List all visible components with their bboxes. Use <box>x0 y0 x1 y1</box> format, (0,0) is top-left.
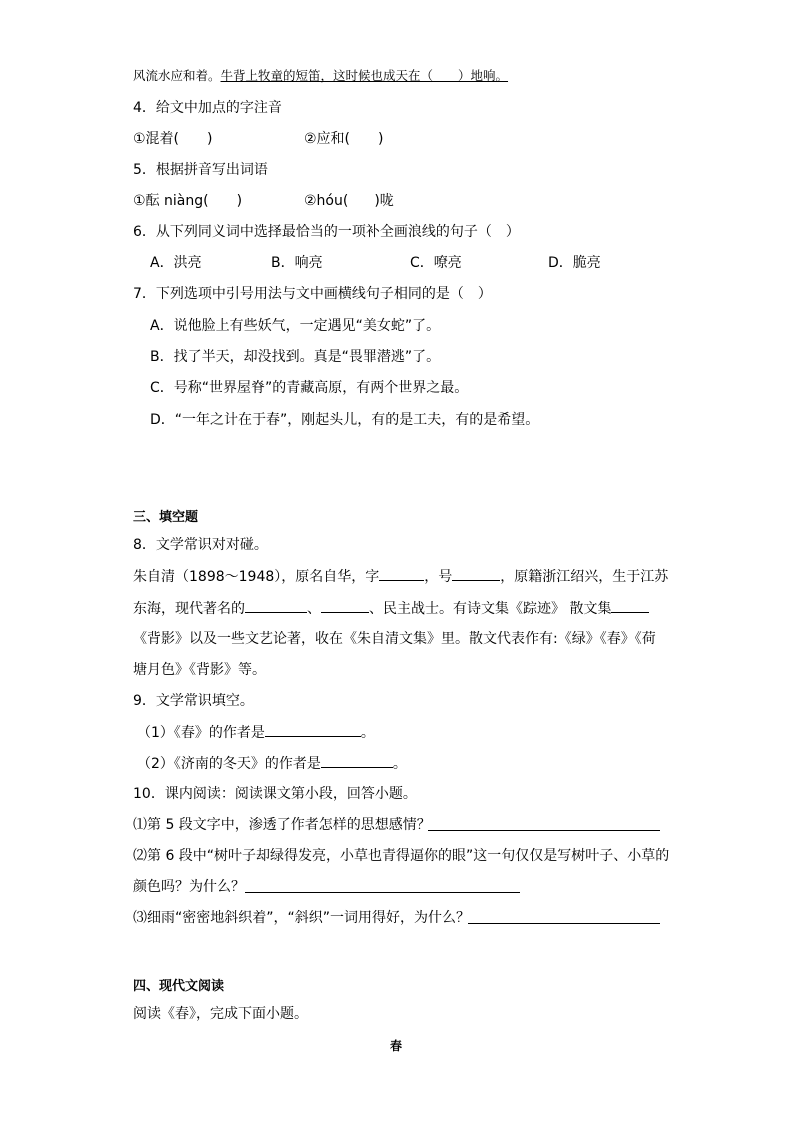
q8-blank-prose-collection[interactable] <box>611 598 649 613</box>
q5-option-2-close: )咙 <box>374 193 394 209</box>
q9-stem: 9．文学常识填空。 <box>133 693 254 709</box>
q6-option-d[interactable]: D．脆亮 <box>548 255 601 271</box>
passage-lead: 风流水应和着。 <box>133 68 221 83</box>
q10-sub-2-line-2: 颜色吗？为什么？ <box>133 879 245 895</box>
q8-blank-identity-2[interactable] <box>321 598 369 613</box>
section-4-title: 四、现代文阅读 <box>133 979 225 994</box>
q10-sub-2-line-1: ⑵第 6 段中“树叶子却绿得发亮，小草也青得逼你的眼”这一句仅仅是写树叶子、小草的 <box>133 848 670 864</box>
q8-line-2-text-b: 、 <box>307 601 321 617</box>
q8-line-1-text-a: 朱自清（1898～1948），原名自华，字 <box>133 569 380 585</box>
q8-line-1-text-c: ，原籍浙江绍兴，生于江苏 <box>500 569 669 585</box>
q10-sub-2-answer-line[interactable] <box>245 892 520 893</box>
q10-sub-1-answer-line[interactable] <box>428 830 660 831</box>
q8-blank-identity-1[interactable] <box>245 598 307 613</box>
q5-option-2 <box>304 191 394 211</box>
q6-stem: 6．从下列同义词中选择最恰当的一项补全画浪线的句子（ ） <box>133 224 520 240</box>
q10-sub-3-answer-line[interactable] <box>468 923 660 924</box>
q8-line-2-text-a: 东海，现代著名的 <box>133 601 245 617</box>
q6-option-c[interactable]: C．嘹亮 <box>410 255 462 271</box>
q6-option-a[interactable]: A．洪亮 <box>150 255 202 271</box>
q8-blank-courtesy-name[interactable] <box>379 566 424 581</box>
q8-line-4: 塘月色》《背影》等。 <box>133 662 266 678</box>
q7-option-b[interactable]: B．找了半天，却没找到。真是“畏罪潜逃”了。 <box>150 349 441 365</box>
q9-sub-2-end: 。 <box>392 756 407 772</box>
q9-blank-2[interactable] <box>321 753 393 768</box>
q5-option-1-close: ) <box>236 193 243 209</box>
reading-intro: 阅读《春》，完成下面小题。 <box>133 1006 308 1022</box>
q9-sub-1 <box>137 722 375 743</box>
q9-blank-1[interactable] <box>265 722 361 737</box>
q8-line-3: 《背影》以及一些文艺论著，收在《朱自清文集》里。散文代表作有:《绿》《春》《荷 <box>133 631 656 647</box>
passage-underlined-sentence: 牛背上牧童的短笛，这时候也成天在（ ）地响。 <box>220 68 509 83</box>
q5-stem: 5．根据拼音写出词语 <box>133 162 268 178</box>
q8-line-1-text-b: ，号 <box>424 569 453 585</box>
q9-sub-2 <box>137 753 407 774</box>
q8-line-1 <box>133 566 668 587</box>
q8-line-2-text-c: 、民主战士。有诗文集《踪迹》 散文集 <box>369 601 612 617</box>
q10-sub-1: ⑴第 5 段文字中，渗透了作者怎样的思想感情？ <box>133 817 431 833</box>
q8-blank-pseudonym[interactable] <box>452 566 500 581</box>
q10-sub-3: ⑶细雨“密密地斜织着”，“斜织”一词用得好，为什么？ <box>133 910 471 926</box>
q9-sub-2-text: （2）《济南的冬天》的作者是 <box>137 756 321 772</box>
q10-stem: 10．课内阅读：阅读课文第小段，回答小题。 <box>133 786 417 802</box>
q9-sub-1-end: 。 <box>360 725 375 741</box>
q4-option-1-close: ) <box>207 131 213 147</box>
q8-line-2 <box>133 598 649 619</box>
q4-stem: 4．给文中加点的字注音 <box>133 100 282 116</box>
q4-option-1-label: ①混着( <box>133 131 180 147</box>
q4-option-2-close: ) <box>378 131 384 147</box>
q6-option-b[interactable]: B．响亮 <box>271 255 323 271</box>
passage-line <box>133 66 508 86</box>
q7-option-a[interactable]: A．说他脸上有些妖气，一定遇见“美女蛇”了。 <box>150 318 441 334</box>
section-3-title: 三、填空题 <box>133 510 199 525</box>
q4-option-2 <box>304 129 383 149</box>
q7-option-c[interactable]: C．号称“世界屋脊”的青藏高原，有两个世界之最。 <box>150 380 469 396</box>
q8-stem: 8．文学常识对对碰。 <box>133 537 268 553</box>
q4-option-2-label: ②应和( <box>304 131 351 147</box>
q5-option-2-label: ②hóu( <box>304 193 349 209</box>
q5-option-1 <box>133 191 242 211</box>
reading-passage-title: 春 <box>390 1039 403 1053</box>
q7-stem: 7．下列选项中引号用法与文中画横线句子相同的是（ ） <box>133 286 492 302</box>
q5-option-1-label: ①酝 niàng( <box>133 193 209 209</box>
q9-sub-1-text: （1）《春》的作者是 <box>137 725 265 741</box>
q4-option-1 <box>133 129 212 149</box>
q7-option-d[interactable]: D．“一年之计在于春”，刚起头儿，有的是工夫，有的是希望。 <box>150 412 540 428</box>
